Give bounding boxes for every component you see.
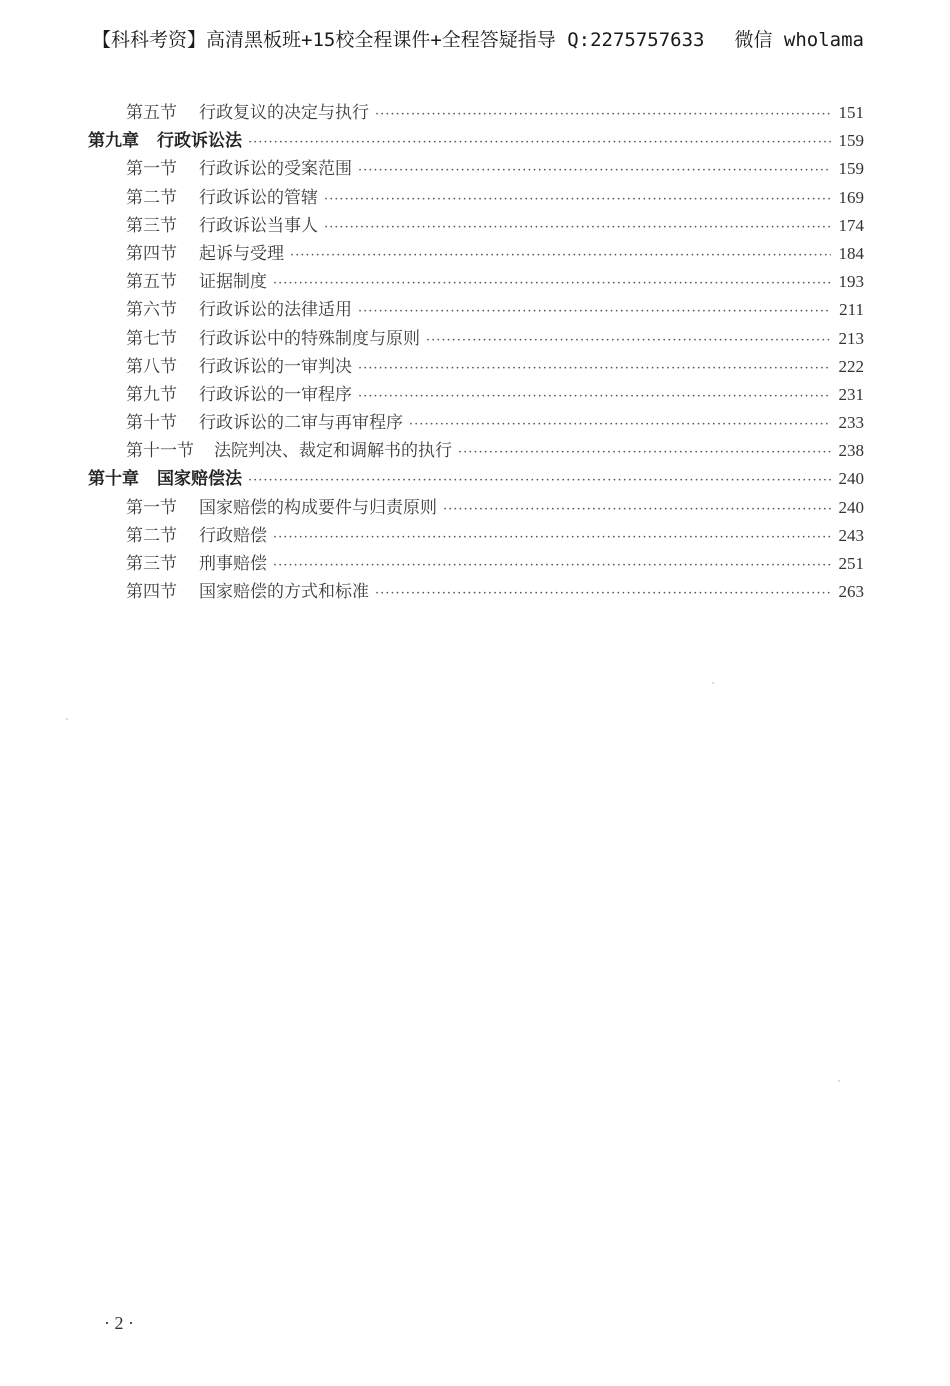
toc-title: 国家赔偿法 [157,469,242,490]
toc-title: 行政诉讼的受案范围 [199,159,352,180]
toc-title: 行政诉讼中的特殊制度与原则 [199,328,420,349]
toc-row[interactable] [88,296,864,324]
toc-title: 行政诉讼的二审与再审程序 [199,413,403,434]
toc-row[interactable] [88,155,864,183]
dot-leader [375,101,831,129]
toc-title: 行政诉讼的一审程序 [199,384,352,405]
toc-page: 251 [838,554,864,573]
toc-title: 行政赔偿 [199,525,267,546]
dot-leader [273,270,831,298]
toc-page: 213 [838,328,864,348]
dot-leader [458,439,831,467]
toc-page: 222 [838,356,864,376]
toc-title: 行政诉讼法 [157,131,242,152]
toc-title: 国家赔偿的构成要件与归责原则 [199,497,437,518]
dot-leader [358,355,831,383]
dot-leader [273,524,831,552]
toc-title: 行政复议的决定与执行 [199,103,369,123]
toc-number: 第六节 [126,300,177,321]
toc-title: 行政诉讼的一审判决 [199,356,352,377]
toc-row[interactable] [88,522,864,550]
toc-page: 233 [838,413,864,433]
toc-chapter-row[interactable] [88,127,864,155]
dot-leader [426,327,831,355]
toc-row[interactable] [88,212,864,240]
toc-row[interactable] [88,550,864,578]
toc-number: 第三节 [126,215,177,236]
toc-page: 243 [838,525,864,545]
toc-page: 151 [838,103,864,122]
toc-page: 211 [839,300,864,320]
header-banner [92,26,882,54]
toc-row[interactable] [88,325,864,353]
toc-title: 行政诉讼的管辖 [199,187,318,208]
toc-number: 第四节 [126,243,177,264]
toc-page: 238 [838,441,864,461]
toc-number: 第一节 [126,159,177,180]
toc-row[interactable] [88,381,864,409]
toc-number: 第三节 [126,554,177,574]
toc-page: 169 [838,187,864,207]
toc-row[interactable] [88,184,864,212]
dot-leader [409,411,831,439]
toc-number: 第十一节 [126,441,194,462]
scan-speck [66,718,68,720]
toc-number: 第五节 [126,103,177,123]
scan-speck [712,682,714,684]
dot-leader [273,552,831,580]
dot-leader [248,129,831,157]
toc-page: 159 [838,159,864,179]
toc-page: 240 [838,497,864,517]
toc-number: 第七节 [126,328,177,349]
toc-row[interactable] [88,494,864,522]
toc-row[interactable] [88,240,864,268]
dot-leader [324,214,831,242]
toc-title: 法院判决、裁定和调解书的执行 [214,441,452,462]
wechat-text: 微信 wholama [734,29,864,51]
dot-leader [358,298,831,326]
toc-number: 第二节 [126,525,177,546]
toc-number: 第八节 [126,356,177,377]
toc-row[interactable] [88,578,864,606]
promo-text: 【科科考资】高清黑板班+15校全程课件+全程答疑指导 Q:2275757633 [92,29,705,51]
toc-page: 240 [838,469,864,489]
toc-number: 第二节 [126,187,177,208]
toc-title: 证据制度 [199,272,267,293]
page-number: · 2 · [104,1313,134,1333]
toc-page: 193 [838,272,864,292]
table-of-contents [88,99,864,606]
toc-number: 第一节 [126,497,177,518]
toc-number: 第九节 [126,384,177,405]
dot-leader [443,496,831,524]
dot-leader [375,580,831,608]
toc-title: 国家赔偿的方式和标准 [199,582,369,603]
toc-row[interactable] [88,268,864,296]
toc-number: 第五节 [126,272,177,293]
toc-row[interactable] [88,353,864,381]
toc-number: 第十节 [126,413,177,434]
toc-page: 159 [838,131,864,151]
dot-leader [358,157,831,185]
toc-page: 184 [838,243,864,263]
toc-number: 第四节 [126,582,177,603]
toc-page: 263 [838,582,864,602]
toc-title: 行政诉讼当事人 [199,215,318,236]
toc-chapter-row[interactable] [88,465,864,493]
toc-row[interactable] [88,99,864,127]
toc-title: 起诉与受理 [199,243,284,264]
dot-leader [248,467,831,495]
dot-leader [358,383,831,411]
scan-speck [838,1080,840,1082]
toc-page: 231 [838,384,864,404]
dot-leader [290,242,831,270]
dot-leader [324,186,831,214]
toc-row[interactable] [88,437,864,465]
toc-title: 刑事赔偿 [199,554,267,574]
toc-row[interactable] [88,409,864,437]
toc-page: 174 [838,215,864,235]
toc-number: 第十章 [88,469,139,490]
toc-title: 行政诉讼的法律适用 [199,300,352,321]
toc-number: 第九章 [88,131,139,152]
